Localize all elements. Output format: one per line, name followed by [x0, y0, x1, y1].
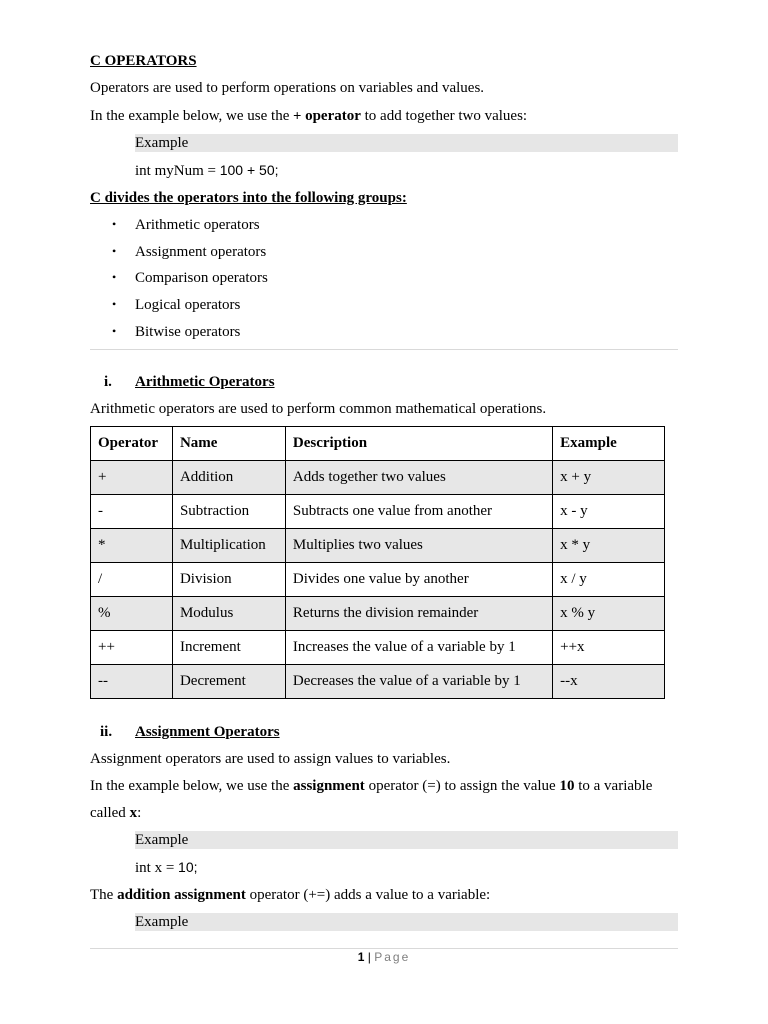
example-shade [135, 831, 678, 849]
section-heading-arithmetic: Arithmetic Operators [135, 374, 275, 390]
assign-p-text: operator (=) to assign the value [364, 778, 560, 794]
cell-name: Decrement [172, 665, 285, 699]
cell-operator: / [91, 563, 173, 597]
cell-description: Subtracts one value from another [285, 495, 552, 529]
cell-example: x % y [553, 597, 665, 631]
example-label: Example [135, 914, 189, 930]
cell-description: Returns the division remainder [285, 597, 552, 631]
example-code [135, 160, 279, 181]
cell-name: Division [172, 563, 285, 597]
add-text: The [90, 887, 118, 903]
page-number: 1 [357, 950, 365, 964]
assign-p-text: In the example below, we use the [90, 778, 294, 794]
example-shade [135, 913, 678, 931]
add-text: operator (+=) adds a value to a variable: [245, 887, 491, 903]
column-header: Operator [91, 427, 173, 461]
intro-p2-text: In the example below, we use the [90, 108, 294, 124]
cell-name: Increment [172, 631, 285, 665]
column-header: Name [172, 427, 285, 461]
table-row [91, 529, 665, 563]
footer-separator: | [367, 950, 371, 964]
table-row [91, 665, 665, 699]
example-shade [135, 134, 678, 152]
page-label: Page [374, 950, 411, 964]
code-value: 10; [178, 859, 198, 875]
intro-p2-tail: to add together two values: [360, 108, 528, 124]
arithmetic-operators-table [90, 426, 665, 699]
cell-name: Modulus [172, 597, 285, 631]
cell-operator: -- [91, 665, 173, 699]
assign-p2-text: called [90, 805, 130, 821]
assignment-description: Assignment operators are used to assign values to variables. [90, 751, 451, 767]
addition-assignment-paragraph [90, 885, 490, 905]
cell-example: x * y [553, 529, 665, 563]
cell-example: x + y [553, 461, 665, 495]
page-title: C OPERATORS [90, 53, 197, 69]
list-item: Bitwise operators [135, 324, 241, 340]
divider [90, 349, 678, 350]
bullet-icon: • [112, 270, 117, 284]
cell-example: x / y [553, 563, 665, 597]
table-row [91, 563, 665, 597]
arithmetic-description: Arithmetic operators are used to perform common mathematical operations. [90, 401, 547, 417]
cell-name: Subtraction [172, 495, 285, 529]
cell-description: Decreases the value of a variable by 1 [285, 665, 552, 699]
cell-operator: + [91, 461, 173, 495]
page-footer [0, 950, 768, 964]
assignment-paragraph-1 [90, 776, 652, 796]
column-header: Description [285, 427, 552, 461]
bullet-icon: • [112, 324, 117, 338]
section-heading-assignment: Assignment Operators [135, 724, 280, 740]
code-text: int x = [135, 860, 179, 876]
intro-paragraph-2 [90, 105, 527, 126]
intro-plus-symbol: + [293, 107, 302, 123]
cell-operator: ++ [91, 631, 173, 665]
assign-bold-value: 10 [559, 778, 575, 794]
table-row [91, 495, 665, 529]
cell-operator: * [91, 529, 173, 563]
list-item: Logical operators [135, 297, 241, 313]
cell-description: Increases the value of a variable by 1 [285, 631, 552, 665]
code-value: 100 + 50; [219, 162, 279, 178]
section-numeral: i. [104, 374, 112, 390]
section-numeral: ii. [100, 724, 113, 740]
assign-p2-tail: : [137, 805, 142, 821]
example-label: Example [135, 832, 189, 848]
cell-name: Multiplication [172, 529, 285, 563]
table-row [91, 461, 665, 495]
cell-example: --x [553, 665, 665, 699]
cell-example: x - y [553, 495, 665, 529]
assignment-paragraph-2 [90, 803, 141, 823]
cell-example: ++x [553, 631, 665, 665]
cell-description: Multiplies two values [285, 529, 552, 563]
column-header: Example [553, 427, 665, 461]
table-row [91, 631, 665, 665]
intro-paragraph-1: Operators are used to perform operations on variables and values. [90, 80, 485, 96]
intro-bold-operator: operator [305, 108, 361, 124]
bullet-icon: • [112, 244, 117, 258]
footer-divider [90, 948, 678, 949]
table-header-row [91, 427, 665, 461]
assign-p-text: to a variable [574, 778, 653, 794]
cell-name: Addition [172, 461, 285, 495]
bullet-icon: • [112, 297, 117, 311]
cell-operator: - [91, 495, 173, 529]
add-bold: addition assignment [117, 887, 246, 903]
groups-heading: C divides the operators into the following groups: [90, 190, 407, 206]
assign-bold-variable: x [129, 805, 138, 821]
example-label: Example [135, 135, 189, 151]
code-text: int myNum = [135, 163, 220, 179]
assign-bold-assignment: assignment [293, 778, 365, 794]
bullet-icon: • [112, 217, 117, 231]
cell-operator: % [91, 597, 173, 631]
list-item: Comparison operators [135, 270, 268, 286]
example-code [135, 857, 198, 878]
cell-description: Adds together two values [285, 461, 552, 495]
table-row [91, 597, 665, 631]
cell-description: Divides one value by another [285, 563, 552, 597]
list-item: Assignment operators [135, 244, 267, 260]
list-item: Arithmetic operators [135, 217, 260, 233]
